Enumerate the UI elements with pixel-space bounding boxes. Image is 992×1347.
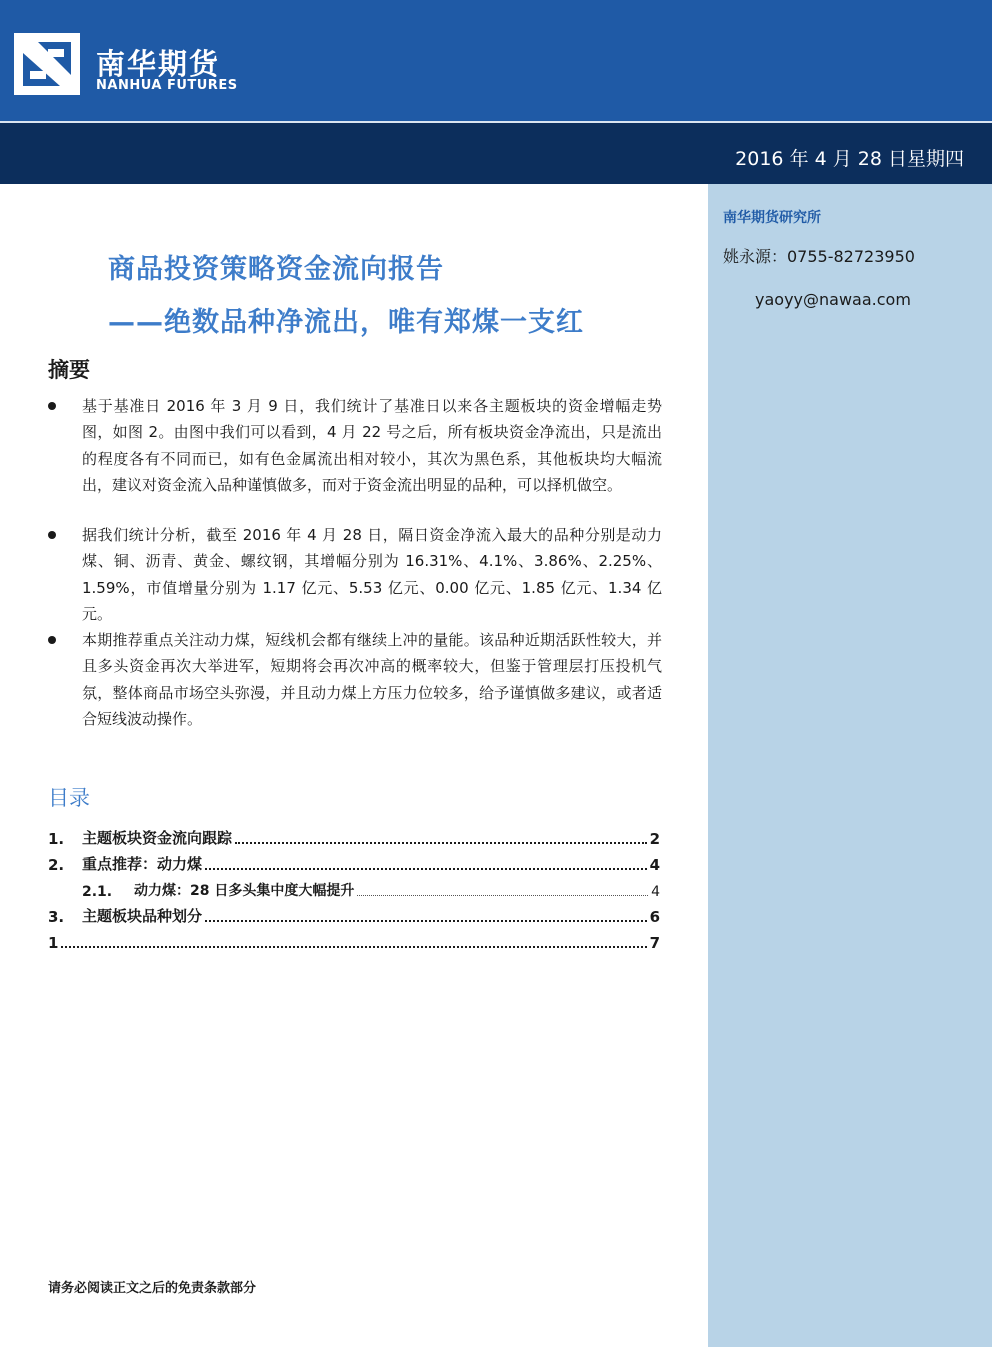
nanhua-logo-icon [12, 31, 82, 97]
report-title: 商品投资策略资金流向报告 [108, 254, 444, 285]
bullet-dot-icon [48, 636, 56, 644]
toc-label: 主题板块资金流向跟踪 [82, 829, 233, 847]
toc-leader [205, 868, 647, 870]
report-date: 2016 年 4 月 28 日星期四 [735, 148, 964, 170]
toc-label: 重点推荐：动力煤 [82, 855, 203, 873]
toc-label: 动力煤：28 日多头集中度大幅提升 [134, 883, 355, 899]
toc-page: 6 [649, 908, 660, 926]
abstract-bullet-3: 本期推荐重点关注动力煤，短线机会都有继续上冲的量能。该品种近期活跃性较大，并且多头资金再次大举进军，短期将会再次冲高的概率较大，但鉴于管理层打压投机气氛，整体商品市场空头弥漫，并且动力煤上方压力位较多，给予谨慎做多建议，或者适合短线波动操作。 [82, 631, 662, 728]
toc-number: 1 [48, 934, 59, 952]
institute-name: 南华期货研究所 [723, 210, 821, 226]
author-contact: 姚永源：0755-82723950 [723, 247, 915, 266]
bullet-dot-icon [48, 531, 56, 539]
toc-leader [205, 920, 647, 922]
author-email[interactable]: yaoyy@nawaa.com [755, 290, 911, 309]
right-sidebar [708, 184, 992, 1347]
abstract-heading: 摘要 [48, 358, 90, 382]
report-subtitle: ——绝数品种净流出，唯有郑煤一支红 [108, 307, 584, 338]
toc-entry-2[interactable] [48, 852, 660, 874]
logo-cn-text: 南华期货 [96, 47, 221, 81]
toc-label: 主题板块品种划分 [82, 907, 203, 925]
toc-number: 2.1. [82, 884, 113, 900]
toc-leader [357, 895, 648, 896]
toc-leader [61, 946, 646, 948]
toc-page: 7 [649, 934, 660, 952]
toc-page: 2 [649, 830, 660, 848]
disclaimer-footer: 请务必阅读正文之后的免责条款部分 [48, 1281, 257, 1296]
toc-leader [235, 842, 647, 844]
abstract-bullet-1: 基于基准日 2016 年 3 月 9 日，我们统计了基准日以来各主题板块的资金增幅走势图，如图 2。由图中我们可以看到，4 月 22 号之后，所有板块资金净流出，只是流出的程度各有不同而已，如有色金属流出相对较小，其次为黑色系，其他板块均大幅流出，建议对资金流入品种谨慎做多，而对于资金流出明显的品种，可以择机做空。 [82, 397, 662, 494]
abstract-bullet-2: 据我们统计分析，截至 2016 年 4 月 28 日，隔日资金净流入最大的品种分别是动力煤、铜、沥青、黄金、螺纹钢，其增幅分别为 16.31%、4.1%、3.86%、2.25%、1.59%，市值增量分别为 1.17 亿元、5.53 亿元、0.00 亿元、1.85 亿元、1.34 亿元。 [82, 526, 662, 623]
toc-entry-2-1[interactable] [82, 878, 660, 900]
toc-number: 1. [48, 830, 65, 848]
logo-en-text: NANHUA FUTURES [96, 78, 238, 93]
toc-page: 4 [651, 884, 660, 900]
toc-number: 2. [48, 856, 65, 874]
bullet-dot-icon [48, 402, 56, 410]
toc-entry-4[interactable] [48, 930, 660, 952]
toc-heading: 目录 [48, 786, 90, 810]
toc-number: 3. [48, 908, 65, 926]
toc-page: 4 [649, 856, 660, 874]
toc-entry-1[interactable] [48, 826, 660, 848]
toc-entry-3[interactable] [48, 904, 660, 926]
